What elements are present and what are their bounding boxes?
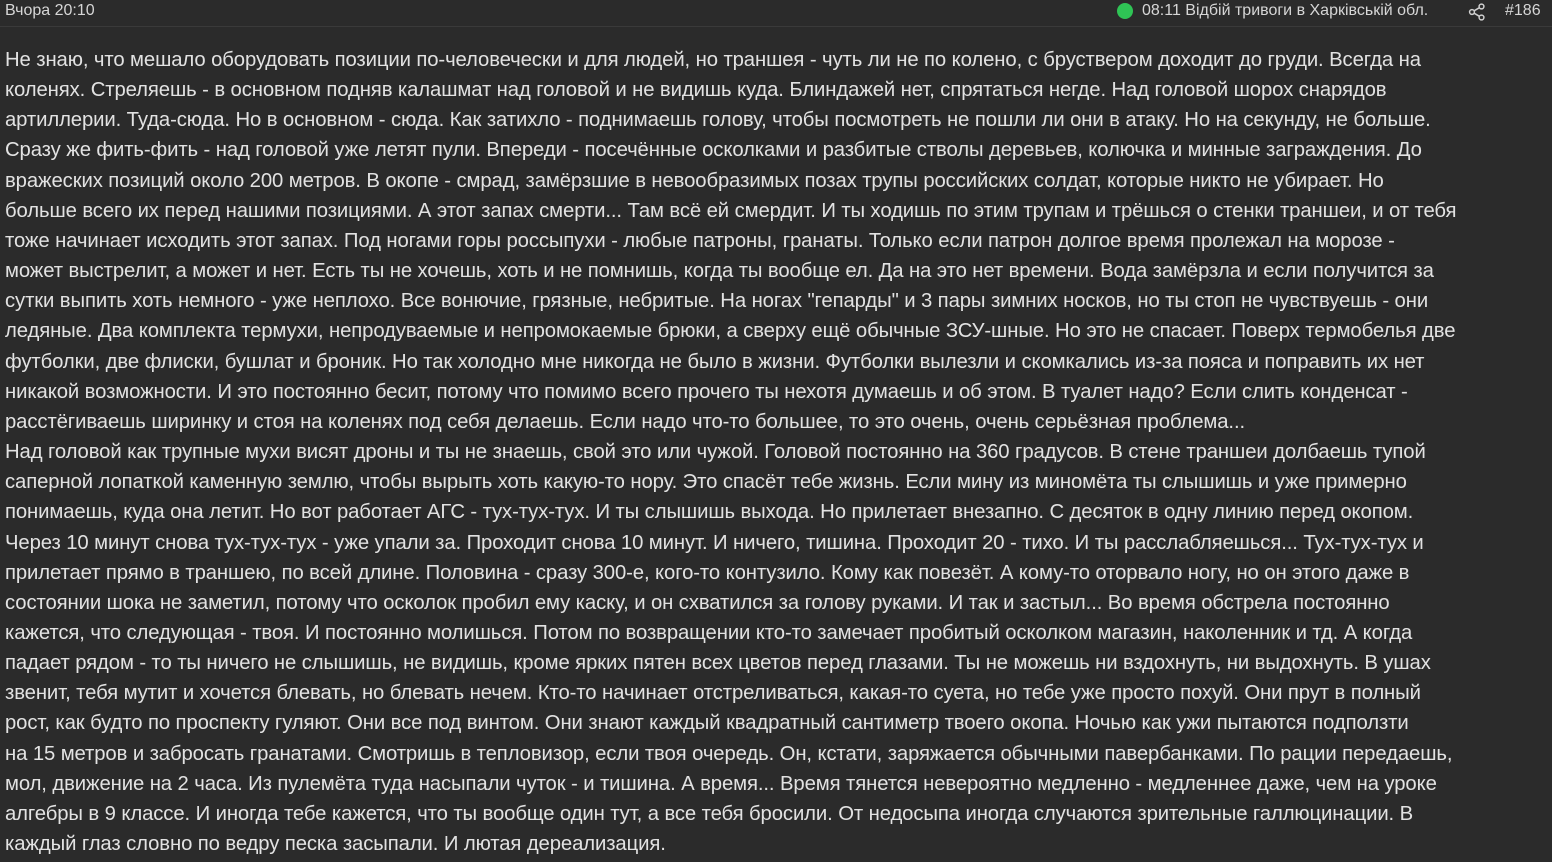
alert-status bbox=[1117, 2, 1428, 20]
status-dot-icon bbox=[1117, 3, 1133, 19]
post-number[interactable]: #186 bbox=[1505, 2, 1541, 19]
alert-text: 08:11 Відбій тривоги в Харківській обл. bbox=[1142, 2, 1429, 19]
post-body bbox=[5, 45, 1550, 859]
post-header bbox=[0, 0, 1552, 27]
share-icon[interactable] bbox=[1468, 3, 1486, 21]
post-paragraph: Над головой как трупные мухи висят дроны и ты не знаешь, свой это или чужой. Головой постоянно на 360 градусов. В стене траншеи долбаешь тупой саперной лопаткой каменную землю, чтобы вырыть хоть какую-то нору. Это спасёт тебе жизнь. Если мину из миномёта ты слышишь и уже примерно понимаешь, куда она летит. Но вот работает АГС - тух-тух-тух. И ты слышишь выхода. Но прилетает внезапно. С десяток в одну линию перед окопом. Через 10 минут снова тух-тух-тух - уже упали за. Проходит снова 10 минут. И ничего, тишина. Проходит 20 - тихо. И ты расслабляешься... Тух-тух-тух и прилетает прямо в траншею, по всей длине. Половина - сразу 300-е, кого-то контузило. Кому как повезёт. А кому-то оторвало ногу, но он этого даже в состоянии шока не заметил, потому что осколок пробил ему каску, и он схватился за голову руками. И так и застыл... Во время обстрела постоянно кажется, что следующая - твоя. И постоянно молишься. Потом по возвращении кто-то замечает пробитый осколком магазин, наколенник и тд. А когда падает рядом - то ты ничего не слышишь, не видишь, кроме ярких пятен всех цветов перед глазами. Ты не можешь ни вздохнуть, ни выдохнуть. В ушах звенит, тебя мутит и хочется блевать, но блевать нечем. Кто-то начинает отстреливаться, какая-то суета, но тебе уже просто похуй. Они прут в полный рост, как будто по проспекту гуляют. Они все под винтом. Они знают каждый квадратный сантиметр твоего окопа. Ночью как ужи пытаются подползти на 15 метров и забросать гранатами. Смотришь в тепловизор, если твоя очередь. Он, кстати, заряжается обычными павербанками. По рации передаешь, мол, движение на 2 часа. Из пулемёта туда насыпали чуток - и тишина. А время... Время тянется невероятно медленно - медленнее даже, чем на уроке алгебры в 9 классе. И иногда тебе кажется, что ты вообще один тут, а все тебя бросили. От недосыпа иногда случаются зрительные галлюцинации. В каждый глаз словно по ведру песка засыпали. И лютая дереализация. bbox=[5, 441, 1453, 856]
post-date: Вчора 20:10 bbox=[5, 2, 95, 19]
post-paragraph: Не знаю, что мешало оборудовать позиции по-человечески и для людей, но траншея - чуть ли не по колено, с бруствером доходит до груди. Всегда на коленях. Стреляешь - в основном подняв калашмат над головой и не видишь куда. Блиндажей нет, спрятаться негде. Над головой шорох снарядов артиллерии. Туда-сюда. Но в основном - сюда. Как затихло - поднимаешь голову, чтобы посмотреть не пошли ли они в атаку. Но на секунду, не больше. Сразу же фить-фить - над головой уже летят пули. Впереди - посечённые осколками и разбитые стволы деревьев, колючка и минные заграждения. До вражеских позиций около 200 метров. В окопе - смрад, замёрзшие в невообразимых позах трупы российских солдат, которые никто не убирает. Но больше всего их перед нашими позициями. А этот запах смерти... Там всё ей смердит. И ты ходишь по этим трупам и трёшься о стенки траншеи, и от тебя тоже начинает исходить этот запах. Под ногами горы россыпухи - любые патроны, гранаты. Только если патрон долгое время пролежал на морозе - может выстрелит, а может и нет. Есть ты не хочешь, хоть и не помнишь, когда ты вообще ел. Да на это нет времени. Вода замёрзла и если получится за сутки выпить хоть немного - уже неплохо. Все вонючие, грязные, небритые. На ногах "гепарды" и 3 пары зимних носков, но ты стоп не чувствуешь - они ледяные. Два комплекта термухи, непродуваемые и непромокаемые брюки, а сверху ещё обычные ЗСУ-шные. Но это не спасает. Поверх термобелья две футболки, две флиски, бушлат и броник. Но так холодно мне никогда не было в жизни. Футболки вылезли и скомкались из-за пояса и поправить их нет никакой возможности. И это постоянно бесит, потому что помимо всего прочего ты нехотя думаешь и об этом. В туалет надо? Если слить конденсат - расстёгиваешь ширинку и стоя на коленях под себя делаешь. Если надо что-то большее, то это очень, очень серьёзная проблема... bbox=[5, 49, 1457, 433]
